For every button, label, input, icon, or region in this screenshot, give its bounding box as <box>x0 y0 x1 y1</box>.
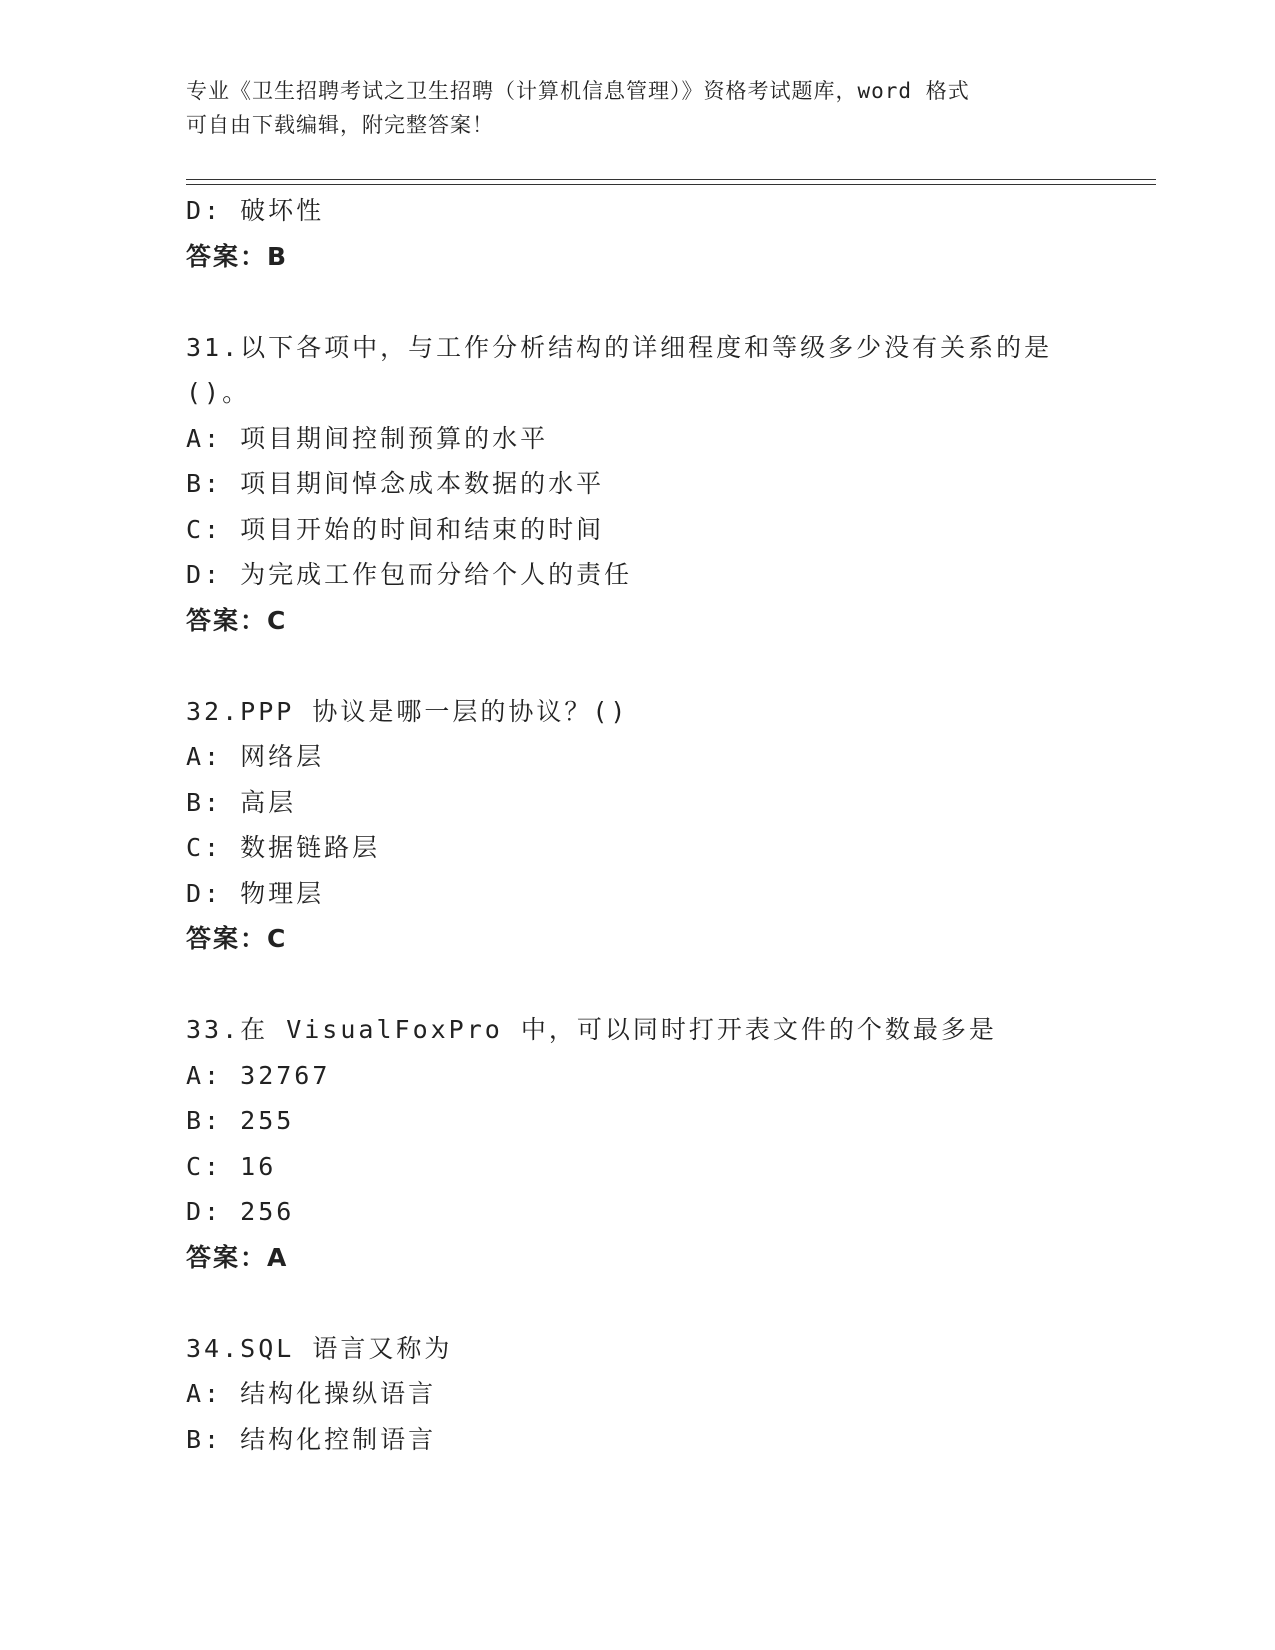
question-31-option-b: B: 项目期间悼念成本数据的水平 <box>186 469 605 498</box>
answer-line: 答案：B <box>186 241 289 271</box>
question-31-stem-cont: ()。 <box>186 378 251 407</box>
question-33-option-c: C: 16 <box>186 1151 277 1181</box>
question-content <box>186 188 1146 1462</box>
header-divider-bottom <box>186 184 1156 185</box>
question-34-option-b: B: 结构化控制语言 <box>186 1424 437 1454</box>
question-32-stem: 32.PPP 协议是哪一层的协议？() <box>186 696 629 726</box>
header-line-1: 专业《卫生招聘考试之卫生招聘（计算机信息管理）》资格考试题库，word 格式 <box>186 79 970 103</box>
question-34-option-a: A: 结构化操纵语言 <box>186 1379 437 1408</box>
question-34-stem: 34.SQL 语言又称为 <box>186 1333 453 1363</box>
question-31-option-a: A: 项目期间控制预算的水平 <box>186 423 549 453</box>
question-32-option-d: D: 物理层 <box>186 878 325 908</box>
question-31-option-c: C: 项目开始的时间和结束的时间 <box>186 514 605 544</box>
spacer <box>186 279 1146 325</box>
question-32-option-c: C: 数据链路层 <box>186 833 381 862</box>
question-33-option-b: B: 255 <box>186 1106 295 1135</box>
question-31-stem: 31.以下各项中，与工作分析结构的详细程度和等级多少没有关系的是 <box>186 332 1053 362</box>
question-33-answer: 答案：A <box>186 1242 289 1272</box>
document-header <box>186 74 1086 142</box>
header-divider-top <box>186 179 1156 180</box>
question-31-answer: 答案：C <box>186 605 288 635</box>
question-33-stem: 33.在 VisualFoxPro 中，可以同时打开表文件的个数最多是 <box>186 1015 997 1044</box>
question-32-option-b: B: 高层 <box>186 787 297 817</box>
spacer <box>186 1280 1146 1326</box>
question-32-answer: 答案：C <box>186 924 288 953</box>
header-line-2: 可自由下载编辑，附完整答案！ <box>186 113 494 137</box>
question-32-option-a: A: 网络层 <box>186 742 325 771</box>
option-d-line: D: 破坏性 <box>186 196 325 225</box>
question-31-option-d: D: 为完成工作包而分给个人的责任 <box>186 560 633 589</box>
question-33-option-d: D: 256 <box>186 1197 295 1226</box>
spacer <box>186 643 1146 689</box>
spacer <box>186 962 1146 1008</box>
question-33-option-a: A: 32767 <box>186 1060 331 1090</box>
